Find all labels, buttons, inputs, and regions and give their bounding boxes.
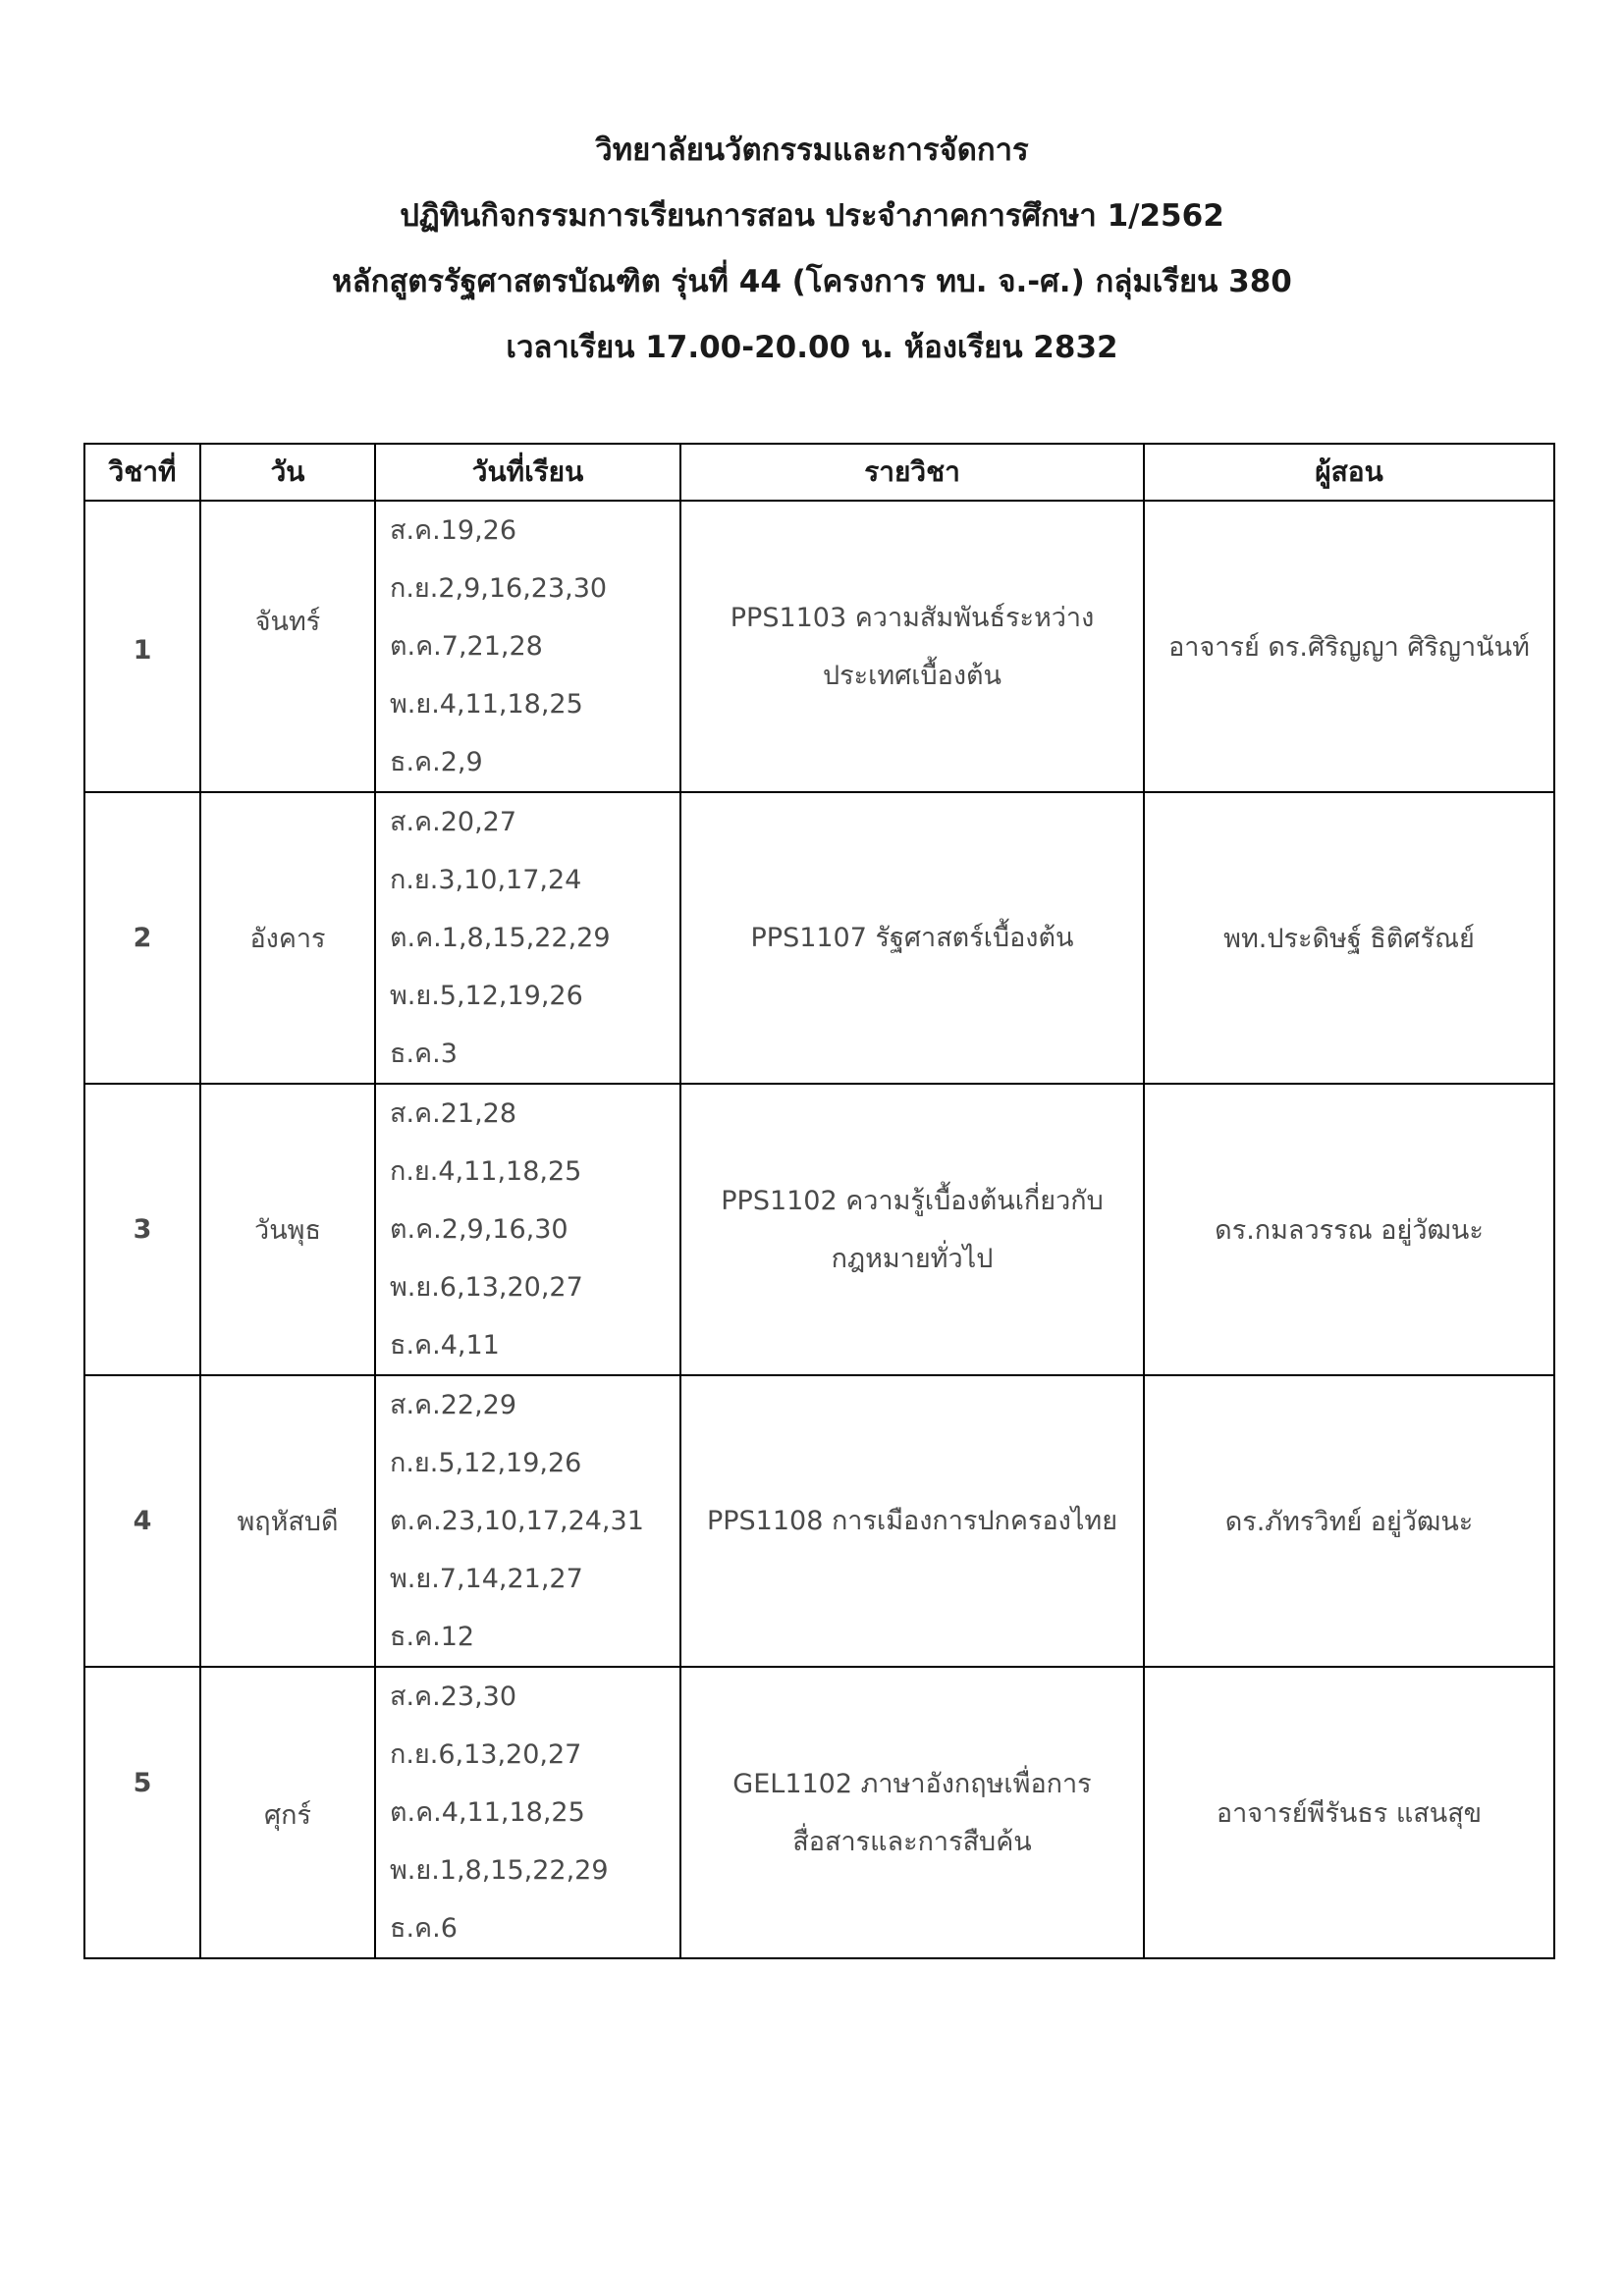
header-subject-no: วิชาที่: [84, 444, 200, 501]
date-line: พ.ย.5,12,19,26: [390, 981, 583, 1011]
date-line: ก.ย.3,10,17,24: [390, 865, 582, 895]
dates-cell: [375, 501, 680, 792]
day-cell: [200, 501, 375, 792]
date-line: ต.ค.7,21,28: [390, 631, 543, 662]
date-line: ต.ค.4,11,18,25: [390, 1797, 585, 1828]
day-name: พฤหัสบดี: [237, 1507, 339, 1537]
course-line: กฎหมายทั่วไป: [831, 1243, 994, 1274]
subject-no-cell: [84, 1084, 200, 1375]
date-line: ต.ค.2,9,16,30: [390, 1214, 568, 1245]
dates-cell: [375, 1375, 680, 1667]
document-header: [0, 118, 1624, 381]
day-name: ศุกร์: [264, 1800, 311, 1831]
header-instructor: ผู้สอน: [1144, 444, 1554, 501]
college-name: วิทยาลัยนวัตกรรมและการจัดการ: [595, 133, 1029, 168]
instructor-cell: [1144, 792, 1554, 1084]
date-line: ส.ค.23,30: [390, 1682, 517, 1712]
dates-cell: [375, 1667, 680, 1958]
day-name: จันทร์: [254, 607, 321, 637]
course-line: สื่อสารและการสืบค้น: [792, 1826, 1032, 1857]
date-line: ธ.ค.3: [390, 1039, 458, 1069]
date-line: ก.ย.5,12,19,26: [390, 1448, 582, 1478]
subject-no: 1: [133, 635, 152, 666]
instructor-cell: [1144, 1084, 1554, 1375]
course-line: ประเทศเบื้องต้น: [822, 660, 1002, 691]
class-time-room: เวลาเรียน 17.00-20.00 น. ห้องเรียน 2832: [506, 330, 1118, 365]
date-line: ส.ค.22,29: [390, 1390, 517, 1420]
instructor-name: ดร.ภัทรวิทย์ อยู่วัฒนะ: [1224, 1507, 1474, 1537]
day-cell: [200, 1667, 375, 1958]
date-line: ต.ค.23,10,17,24,31: [390, 1506, 644, 1536]
day-cell: [200, 1375, 375, 1667]
instructor-cell: [1144, 501, 1554, 792]
dates-cell: [375, 792, 680, 1084]
course-cell: [680, 1084, 1144, 1375]
date-line: ก.ย.6,13,20,27: [390, 1739, 582, 1770]
header-course: รายวิชา: [680, 444, 1144, 501]
date-line: ส.ค.21,28: [390, 1098, 517, 1129]
date-line: ก.ย.4,11,18,25: [390, 1156, 582, 1187]
course-cell: [680, 1375, 1144, 1667]
course-line: PPS1108 การเมืองการปกครองไทย: [706, 1506, 1118, 1536]
course-cell: [680, 792, 1144, 1084]
header-study-dates: วันที่เรียน: [375, 444, 680, 501]
subject-no: 3: [133, 1214, 152, 1245]
schedule-table: [83, 443, 1555, 1959]
day-cell: [200, 1084, 375, 1375]
date-line: ก.ย.2,9,16,23,30: [390, 573, 608, 604]
subject-no-cell: [84, 501, 200, 792]
subject-no: 2: [133, 923, 152, 953]
date-line: ส.ค.19,26: [390, 515, 517, 546]
table-row: [84, 501, 1554, 792]
instructor-name: พท.ประดิษฐ์ ธิติศรัณย์: [1223, 924, 1475, 954]
date-line: ธ.ค.6: [390, 1913, 458, 1944]
table-row: [84, 1375, 1554, 1667]
instructor-cell: [1144, 1375, 1554, 1667]
dates-cell: [375, 1084, 680, 1375]
instructor-name: อาจารย์ ดร.ศิริญญา ศิริญานันท์: [1168, 632, 1530, 663]
course-line: GEL1102 ภาษาอังกฤษเพื่อการ: [732, 1768, 1092, 1799]
day-name: วันพุธ: [254, 1215, 321, 1246]
instructor-name: อาจารย์พีรันธร แสนสุข: [1216, 1798, 1483, 1829]
date-line: ส.ค.20,27: [390, 807, 517, 837]
day-name: อังคาร: [249, 924, 326, 954]
table-row: [84, 1667, 1554, 1958]
date-line: ต.ค.1,8,15,22,29: [390, 923, 611, 953]
course-cell: [680, 501, 1144, 792]
subject-no-cell: [84, 1375, 200, 1667]
date-line: พ.ย.1,8,15,22,29: [390, 1855, 609, 1886]
table-row: [84, 1084, 1554, 1375]
date-line: พ.ย.4,11,18,25: [390, 689, 583, 720]
header-day: วัน: [200, 444, 375, 501]
course-line: PPS1107 รัฐศาสตร์เบื้องต้น: [750, 923, 1074, 953]
subject-no-cell: [84, 1667, 200, 1958]
calendar-title: ปฏิทินกิจกรรมการเรียนการสอน ประจำภาคการศึกษา 1/2562: [400, 198, 1224, 234]
course-line: PPS1103 ความสัมพันธ์ระหว่าง: [730, 602, 1095, 633]
date-line: ธ.ค.4,11: [390, 1330, 500, 1361]
table-row: [84, 792, 1554, 1084]
day-cell: [200, 792, 375, 1084]
date-line: พ.ย.6,13,20,27: [390, 1272, 583, 1303]
subject-no: 5: [133, 1768, 152, 1798]
program-title: หลักสูตรรัฐศาสตรบัณฑิต รุ่นที่ 44 (โครงการ ทบ. จ.-ศ.) กลุ่มเรียน 380: [332, 264, 1292, 299]
table-header-row: [84, 444, 1554, 501]
course-cell: [680, 1667, 1144, 1958]
date-line: พ.ย.7,14,21,27: [390, 1564, 583, 1594]
instructor-name: ดร.กมลวรรณ อยู่วัฒนะ: [1215, 1215, 1484, 1246]
instructor-cell: [1144, 1667, 1554, 1958]
subject-no-cell: [84, 792, 200, 1084]
date-line: ธ.ค.2,9: [390, 747, 483, 777]
subject-no: 4: [133, 1506, 152, 1536]
course-line: PPS1102 ความรู้เบื้องต้นเกี่ยวกับ: [721, 1185, 1104, 1216]
date-line: ธ.ค.12: [390, 1622, 475, 1652]
